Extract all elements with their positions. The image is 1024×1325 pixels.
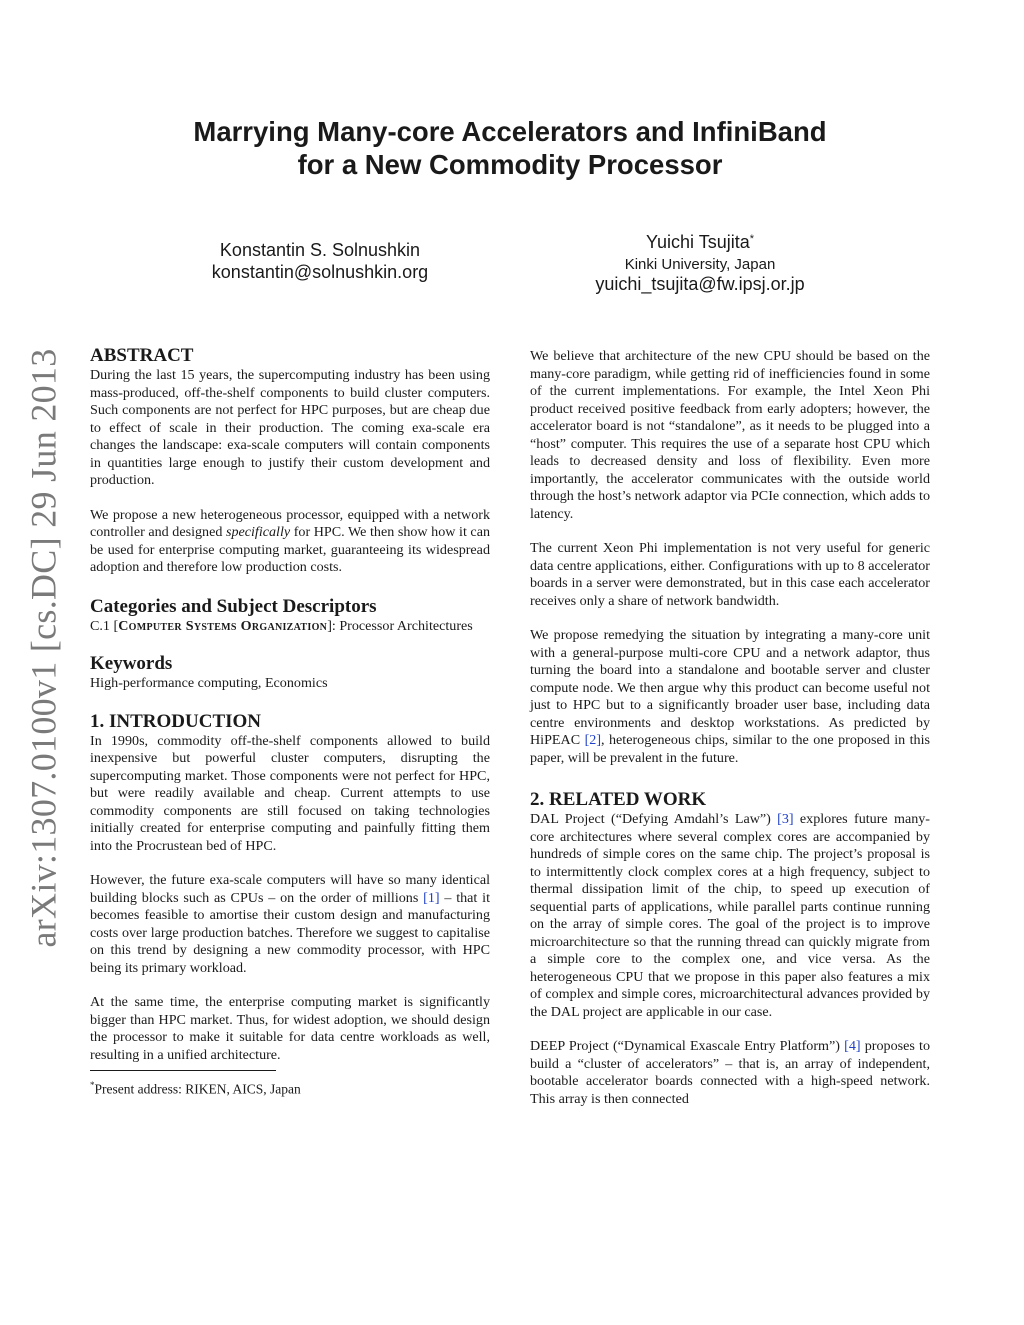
text-run: We propose remedying the situation by integrating a many-core unit with a general-purpose multi-core CPU and a network adaptor, thus turning the board into a standalone and bootable server and cluster compute node. We then argue why this product can become useful not just to HPC but to a significantly broader user base, including data centre environments and desktop workstations. As predicted by HiPEAC: [530, 627, 930, 748]
abstract-paragraph-1: During the last 15 years, the supercomputing industry has been using mass-produced, off-the-shelf components to build cluster computers. Such components are not perfect for HPC purposes, but are cheap due to effect of scale in their production. The coming exa-scale era changes the landscape: exa-scale computers will contain components in quantities large enough to justify their custom development and production.: [90, 367, 490, 488]
citation-link[interactable]: [1]: [423, 889, 440, 906]
paper-title: [90, 115, 930, 181]
abstract-heading: ABSTRACT: [90, 345, 194, 366]
arxiv-identifier: [14, 347, 74, 948]
citation-link[interactable]: [4]: [844, 1038, 861, 1054]
text-run: proposes to build a “cluster of accelerators” – that is, an array of independent, bootable accelerator boards connected with a high-speed network. This array is then connected: [530, 1038, 930, 1107]
text-run: – that it becomes feasible to amortise their custom design and manufacturing costs over large production batches. Therefore we suggest to capitalise on this trend by designing a new commodity processor, with HPC being its primary workload.: [90, 889, 490, 976]
author-name: [560, 232, 840, 256]
author-block-2: [560, 232, 840, 295]
text-run: However, the future exa-scale computers will have so many identical building blocks such as CPUs – on the order of millions: [90, 872, 490, 906]
keywords-text: High-performance computing, Economics: [90, 675, 328, 691]
author-block-1: [170, 240, 470, 283]
footnote-mark: *: [90, 1080, 95, 1090]
author-email: konstantin@solnushkin.org: [211, 262, 429, 282]
arxiv-id-text: arXiv:1307.0100v1 [cs.DC] 29 Jun 2013: [24, 347, 64, 948]
right-column: [530, 348, 930, 1125]
title-line-1: Marrying Many-core Accelerators and InfiniBand: [193, 116, 827, 147]
intro-paragraph-3: At the same time, the enterprise computing market is significantly bigger than HPC market. Thus, for widest adoption, we should design the processor to make it suitable for data centre workloads as well, resulting in a unified architecture.: [90, 994, 490, 1063]
related-work-heading: 2. RELATED WORK: [530, 789, 707, 810]
author-affiliation: Kinki University, Japan: [624, 256, 776, 273]
citation-link[interactable]: [3]: [777, 811, 794, 827]
related-paragraph-2: [530, 1038, 930, 1108]
text-run: DAL Project (“Defying Amdahl’s Law”): [530, 811, 778, 827]
text-run: , heterogeneous chips, similar to the one proposed in this paper, will be prevalent in the future.: [530, 732, 930, 766]
author-footnote-mark: *: [749, 233, 754, 245]
text-run: We propose a new heterogeneous processor, equipped with a network controller and designed: [90, 506, 490, 540]
text-run: for HPC. We then show how it can be used for enterprise computing market, guaranteeing its widespread adoption and therefore low production costs.: [90, 524, 490, 575]
author-name: Konstantin S. Solnushkin: [219, 240, 421, 260]
related-paragraph-1: [530, 811, 930, 1021]
text-run: DEEP Project (“Dynamical Exascale Entry Platform”): [530, 1038, 845, 1054]
author-email: yuichi_tsujita@fw.ipsj.or.jp: [595, 274, 805, 294]
intro-paragraph-6: [530, 627, 930, 767]
text-run: C.1 [: [90, 617, 119, 634]
text-run: ]: Processor Architectures: [327, 617, 473, 634]
intro-paragraph-2: [90, 872, 490, 977]
keywords-heading: Keywords: [90, 653, 173, 674]
text-run: explores future many-core architectures where several complex cores are accompanied by hundreds of simple cores on the same chip. The project’s proposal is to intermittently clock complex cores at a high frequency, subject to thermal dissipation limit of the chip, to speed up execution of sequential parts of applications, while parallel parts continue running on the array of simple cores. The goal of the project is to improve microarchitecture so that the running thread can quickly migrate from a simple core to the complex one, and vice versa. As the heterogeneous CPU that we propose in this paper also features a mix of complex and simple cores, microarchitectural advances provided by the DAL project are applicable in our case.: [530, 811, 930, 1020]
categories-text: [90, 618, 490, 636]
footnote-rule: [90, 1070, 276, 1071]
citation-link[interactable]: [2]: [584, 732, 602, 748]
categories-heading: Categories and Subject Descriptors: [90, 595, 377, 617]
intro-paragraph-1: In 1990s, commodity off-the-shelf components allowed to build inexpensive but powerful cluster computers, disrupting the supercomputing market. Those components were not perfect for HPC, but were readily available and cheap. Current attempts to use commodity components are still focused on taking technologies initially created for enterprise computing and painfully fitting them into the Procrustean bed of HPC.: [90, 732, 490, 854]
intro-paragraph-5: The current Xeon Phi implementation is not very useful for generic data centre applications, either. Configurations with up to 8 accelerator boards in a server were demonstrated, but in this case each accelerator receives only a share of network bandwidth.: [530, 540, 930, 609]
category-term: Computer Systems Organization: [118, 617, 328, 634]
author-name-text: Yuichi Tsujita: [645, 232, 750, 252]
footnote-text: Present address: RIKEN, AICS, Japan: [94, 1081, 301, 1097]
abstract-paragraph-2: [90, 507, 490, 577]
title-line-2: for a New Commodity Processor: [297, 149, 723, 180]
introduction-heading: 1. INTRODUCTION: [90, 710, 262, 732]
emphasis-text: specifically: [225, 524, 291, 540]
left-column: [90, 345, 490, 1098]
intro-paragraph-4: We believe that architecture of the new CPU should be based on the many-core paradigm, while getting rid of inefficiencies found in some of the current implementations. For example, the Intel Xeon Phi product received positive feedback from early adopters; however, the accelerator board is not “standalone”, as it needs to be plugged into a “host” computer. This requires the use of a separate host CPU which leads to decreased density and loss of flexibility. Even more importantly, the accelerator communicates with the outside world through the host’s network adaptor via PCIe connection, which adds to latency.: [530, 348, 930, 522]
footnote: [90, 1077, 490, 1098]
